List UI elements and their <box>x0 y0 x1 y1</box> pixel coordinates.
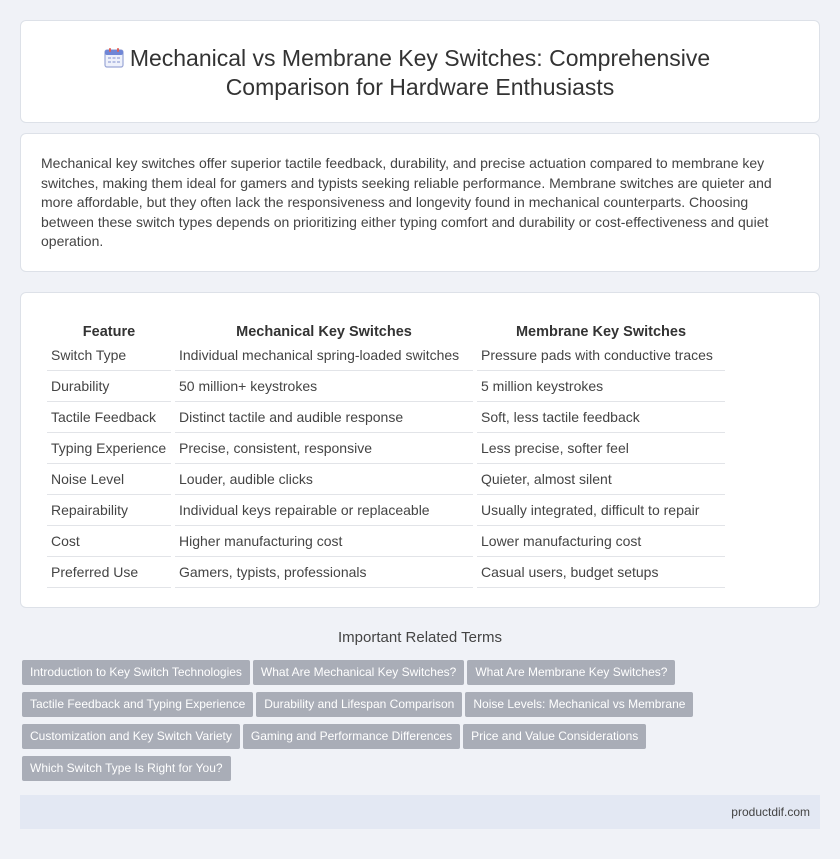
table-header-membrane: Membrane Key Switches <box>515 324 687 340</box>
table-cell: Quieter, almost silent <box>477 464 725 495</box>
table-header-row <box>47 315 725 340</box>
table-cell: Tactile Feedback <box>47 402 171 433</box>
table-row <box>47 433 725 464</box>
table-cell: Switch Type <box>47 340 171 371</box>
table-header-feature: Feature <box>82 324 136 340</box>
table-cell: Precise, consistent, responsive <box>175 433 473 464</box>
table-cell: Soft, less tactile feedback <box>477 402 725 433</box>
related-tag-durability[interactable]: Durability and Lifespan Comparison <box>256 692 462 717</box>
table-row <box>47 464 725 495</box>
page-title-line-2: Comparison for Hardware Enthusiasts <box>225 74 615 100</box>
table-cell: Less precise, softer feel <box>477 433 725 464</box>
table-cell: Preferred Use <box>47 557 171 588</box>
table-cell: 5 million keystrokes <box>477 371 725 402</box>
related-tag-mechanical[interactable]: What Are Mechanical Key Switches? <box>253 660 464 685</box>
table-row <box>47 371 725 402</box>
table-cell: Cost <box>47 526 171 557</box>
table-row <box>47 526 725 557</box>
related-tag-price[interactable]: Price and Value Considerations <box>463 724 646 749</box>
related-terms-title: Important Related Terms <box>338 629 502 646</box>
table-cell: Distinct tactile and audible response <box>175 402 473 433</box>
header-card <box>20 20 820 123</box>
table-cell: Repairability <box>47 495 171 526</box>
table-cell: 50 million+ keystrokes <box>175 371 473 402</box>
intro-paragraph: Mechanical key switches offer superior tactile feedback, durability, and precise actuation compared to membrane key switches, making them ideal for gamers and typists seeking reliable performance. Membrane switches are quieter and more affordable, but they often lack the responsiveness and longevity found in mechanical counterparts. Choosing between these switch types depends on prioritizing either typing comfort and durability or cost-effectiveness and quiet operation. <box>41 155 772 250</box>
table-row <box>47 557 725 588</box>
related-tag-tactile[interactable]: Tactile Feedback and Typing Experience <box>22 692 253 717</box>
table-cell: Casual users, budget setups <box>477 557 725 588</box>
related-tag-noise[interactable]: Noise Levels: Mechanical vs Membrane <box>465 692 693 717</box>
table-cell: Individual mechanical spring-loaded switches <box>175 340 473 371</box>
table-cell: Pressure pads with conductive traces <box>477 340 725 371</box>
related-tag-customization[interactable]: Customization and Key Switch Variety <box>22 724 240 749</box>
table-cell: Noise Level <box>47 464 171 495</box>
footer-site-link[interactable]: productdif.com <box>731 805 810 819</box>
page-title <box>130 44 710 102</box>
table-row <box>47 402 725 433</box>
table-cell: Lower manufacturing cost <box>477 526 725 557</box>
related-tag-gaming[interactable]: Gaming and Performance Differences <box>243 724 460 749</box>
table-cell: Higher manufacturing cost <box>175 526 473 557</box>
related-tag-intro-key-switch[interactable]: Introduction to Key Switch Technologies <box>22 660 250 685</box>
related-terms-tags <box>22 660 722 788</box>
table-row <box>47 495 725 526</box>
table-cell: Gamers, typists, professionals <box>175 557 473 588</box>
table-cell: Louder, audible clicks <box>175 464 473 495</box>
table-cell: Usually integrated, difficult to repair <box>477 495 725 526</box>
related-tag-which-switch[interactable]: Which Switch Type Is Right for You? <box>22 756 231 781</box>
footer <box>20 795 820 829</box>
table-cell: Durability <box>47 371 171 402</box>
table-cell: Typing Experience <box>47 433 171 464</box>
related-tag-membrane[interactable]: What Are Membrane Key Switches? <box>467 660 675 685</box>
table-row <box>47 340 725 371</box>
table-header-mechanical: Mechanical Key Switches <box>236 324 412 340</box>
comparison-table <box>43 315 729 588</box>
table-cell: Individual keys repairable or replaceable <box>175 495 473 526</box>
comparison-table-card <box>20 292 820 608</box>
page-title-line-1: Mechanical vs Membrane Key Switches: Comprehensive <box>129 45 711 71</box>
intro-card <box>20 133 820 272</box>
